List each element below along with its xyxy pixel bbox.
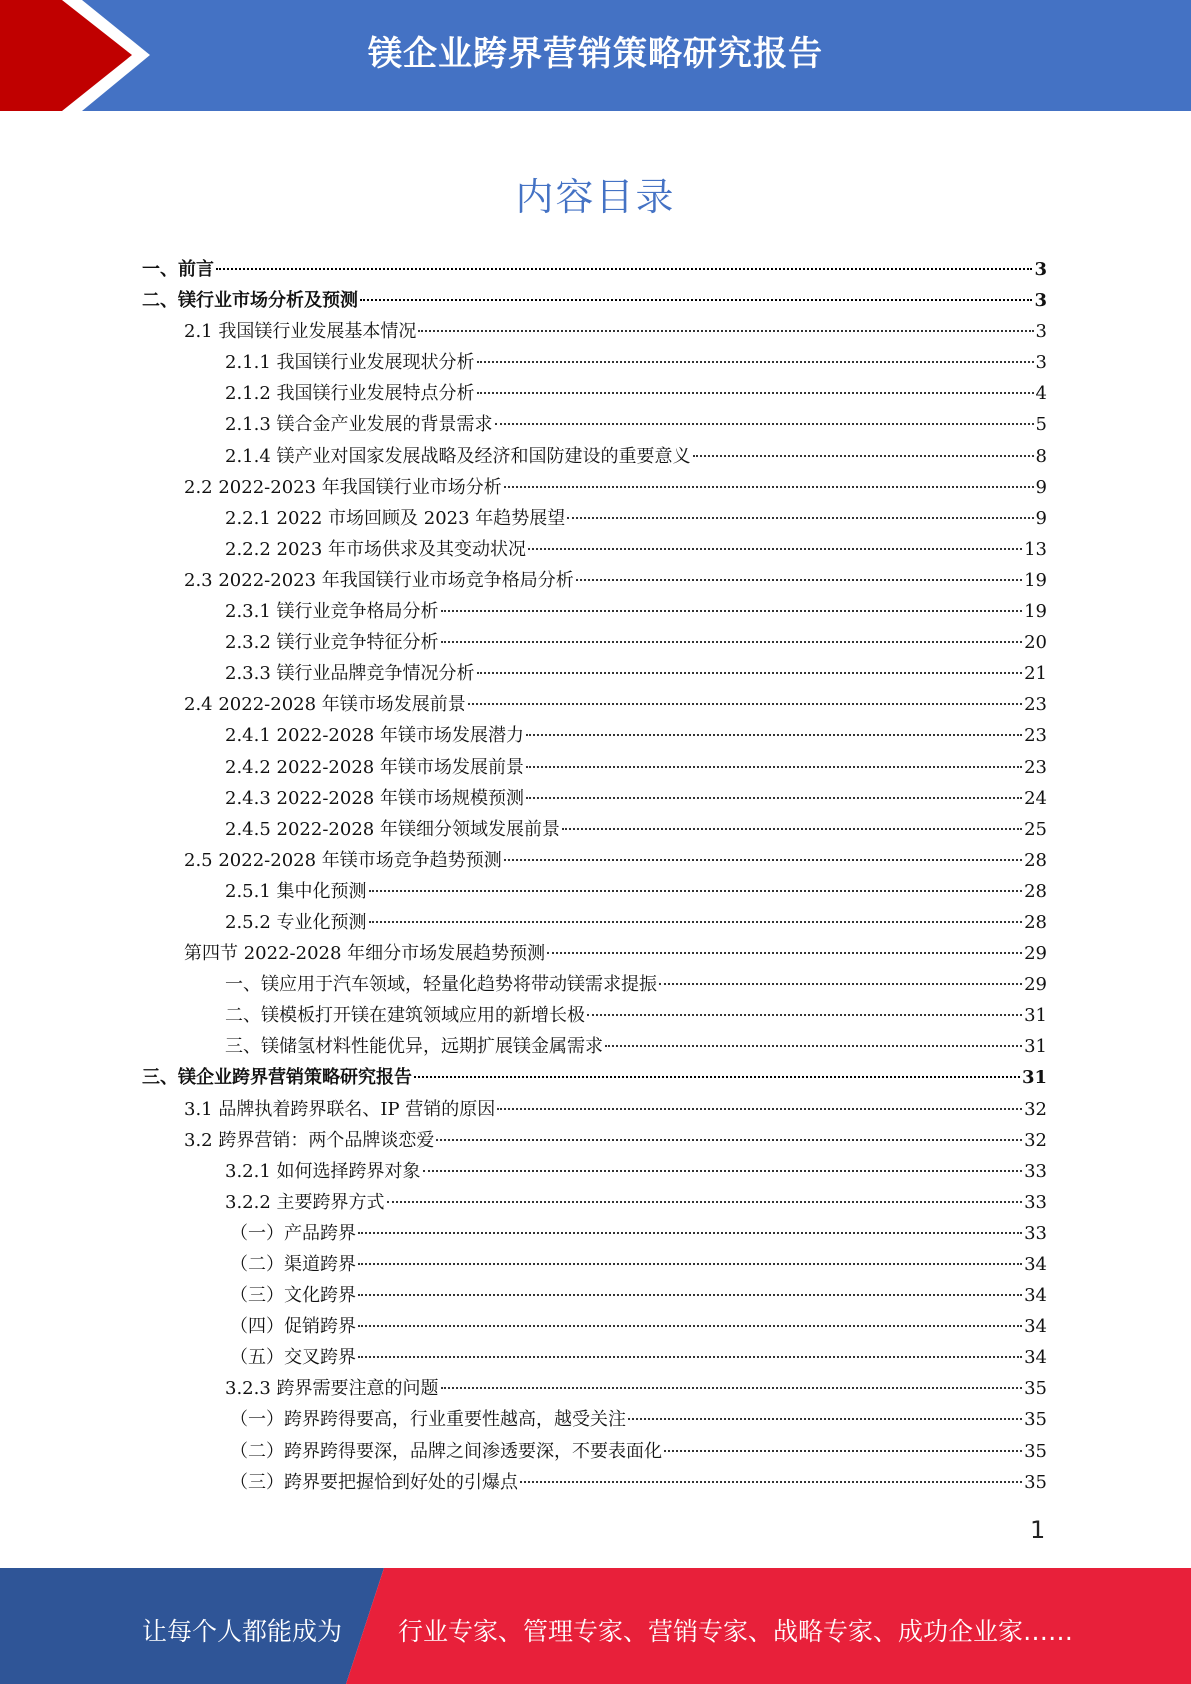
toc-entry[interactable] xyxy=(142,720,1047,751)
toc-entry[interactable] xyxy=(142,876,1047,907)
toc-entry[interactable] xyxy=(142,472,1047,503)
toc-entry[interactable] xyxy=(142,1404,1047,1435)
toc-entry-page: 3 xyxy=(1034,259,1047,280)
toc-entry-label: 3.2.3 跨界需要注意的问题 xyxy=(225,1378,439,1400)
toc-entry-label: 2.4.1 2022-2028 年镁市场发展潜力 xyxy=(225,725,524,747)
toc-dot-leader xyxy=(369,921,1023,923)
toc-entry[interactable] xyxy=(142,1094,1047,1125)
toc-dot-leader xyxy=(369,890,1023,892)
toc-dot-leader xyxy=(441,1387,1023,1389)
toc-dot-leader xyxy=(526,734,1022,736)
toc-entry-label: 2.5 2022-2028 年镁市场竞争趋势预测 xyxy=(184,849,502,871)
toc-entry-label: 2.1.4 镁产业对国家发展战略及经济和国防建设的重要意义 xyxy=(225,445,691,467)
toc-entry-page: 35 xyxy=(1024,1471,1047,1493)
toc-dot-leader xyxy=(587,1014,1022,1016)
toc-entry[interactable] xyxy=(142,1156,1047,1187)
header-band xyxy=(0,0,1191,111)
toc-entry-page: 34 xyxy=(1024,1347,1047,1369)
toc-entry[interactable] xyxy=(142,752,1047,783)
toc-dot-leader xyxy=(387,1201,1023,1203)
toc-entry-label: 2.3.1 镁行业竞争格局分析 xyxy=(225,601,439,623)
toc-dot-leader xyxy=(628,1418,1022,1420)
toc-dot-leader xyxy=(360,299,1032,301)
toc-entry-label: 一、镁应用于汽车领域，轻量化趋势将带动镁需求提振 xyxy=(225,974,657,996)
toc-entry-page: 34 xyxy=(1024,1254,1047,1275)
toc-entry[interactable] xyxy=(142,503,1047,534)
toc-entry-label: 2.4.2 2022-2028 年镁市场发展前景 xyxy=(225,756,524,778)
toc-dot-leader xyxy=(414,1076,1020,1078)
toc-dot-leader xyxy=(576,579,1022,581)
toc-entry-label: 2.3 2022-2023 年我国镁行业市场竞争格局分析 xyxy=(184,569,574,591)
toc-entry[interactable] xyxy=(142,316,1047,347)
toc-entry-label: （三）跨界要把握恰到好处的引爆点 xyxy=(230,1471,518,1493)
toc-entry-page: 23 xyxy=(1024,694,1047,716)
toc-dot-leader xyxy=(528,548,1022,550)
toc-entry-page: 8 xyxy=(1035,445,1047,467)
toc-dot-leader xyxy=(497,1108,1022,1110)
toc-entry-label: 2.1 我国镁行业发展基本情况 xyxy=(184,321,417,343)
toc-entry-label: 2.5.1 集中化预测 xyxy=(225,880,367,902)
toc-entry[interactable] xyxy=(142,285,1047,316)
toc-entry-label: 2.1.1 我国镁行业发展现状分析 xyxy=(225,352,475,374)
toc-entry-page: 32 xyxy=(1024,1098,1047,1120)
footer-band xyxy=(0,1568,1191,1684)
toc-dot-leader xyxy=(477,392,1034,394)
toc-entry-label: 3.2.1 如何选择跨界对象 xyxy=(225,1160,421,1182)
toc-dot-leader xyxy=(436,1139,1022,1141)
toc-entry[interactable] xyxy=(142,938,1047,969)
toc-dot-leader xyxy=(216,268,1032,270)
toc-entry-page: 3 xyxy=(1034,290,1047,312)
toc-entry-label: 2.2.2 2023 年市场供求及其变动状况 xyxy=(225,538,527,560)
toc-entry-page: 31 xyxy=(1024,1005,1047,1027)
toc-entry[interactable] xyxy=(142,378,1047,409)
toc-entry[interactable] xyxy=(142,254,1047,285)
toc-dot-leader xyxy=(495,423,1034,425)
toc-entry-label: 2.1.3 镁合金产业发展的背景需求 xyxy=(225,414,493,436)
toc-entry-label: 2.3.3 镁行业品牌竞争情况分析 xyxy=(225,663,475,685)
toc-entry[interactable] xyxy=(142,658,1047,689)
page-number: 1 xyxy=(1030,1516,1046,1544)
toc-dot-leader xyxy=(468,703,1022,705)
toc-entry[interactable] xyxy=(142,565,1047,596)
toc-entry[interactable] xyxy=(142,1031,1047,1062)
toc-dot-leader xyxy=(358,1325,1022,1327)
toc-entry-page: 3 xyxy=(1035,321,1047,343)
toc-entry-page: 33 xyxy=(1024,1191,1047,1213)
toc-dot-leader xyxy=(504,859,1022,861)
toc-entry-label: 二、镁模板打开镁在建筑领域应用的新增长极 xyxy=(225,1005,585,1027)
toc-dot-leader xyxy=(664,1450,1022,1452)
toc-entry[interactable] xyxy=(142,814,1047,845)
toc-entry-label: 2.1.2 我国镁行业发展特点分析 xyxy=(225,383,475,405)
toc-entry-page: 29 xyxy=(1024,943,1047,965)
toc-entry-label: 3.2 跨界营销：两个品牌谈恋爱 xyxy=(184,1129,435,1151)
toc-entry[interactable] xyxy=(142,689,1047,720)
toc-entry-page: 31 xyxy=(1021,1067,1047,1089)
toc-entry-label: 一、前言 xyxy=(142,259,214,280)
toc-entry-page: 4 xyxy=(1035,383,1047,405)
toc-entry[interactable] xyxy=(142,347,1047,378)
toc-entry-label: （一）产品跨界 xyxy=(230,1222,356,1244)
toc-dot-leader xyxy=(477,672,1023,674)
toc-entry-label: （一）跨界跨得要高，行业重要性越高，越受关注 xyxy=(230,1409,626,1431)
toc-dot-leader xyxy=(358,1232,1022,1234)
toc-title: 内容目录 xyxy=(515,175,676,219)
toc-entry[interactable] xyxy=(142,1000,1047,1031)
toc-entry-page: 32 xyxy=(1024,1129,1047,1151)
toc-entry[interactable] xyxy=(142,534,1047,565)
toc-dot-leader xyxy=(358,1263,1022,1265)
toc-dot-leader xyxy=(418,330,1033,332)
toc-dot-leader xyxy=(659,983,1022,985)
toc-dot-leader xyxy=(567,517,1033,519)
toc-entry-label: 二、镁行业市场分析及预测 xyxy=(142,290,358,312)
toc-entry-label: （二）渠道跨界 xyxy=(230,1254,356,1275)
toc-entry-label: （三）文化跨界 xyxy=(230,1285,356,1307)
toc-entry-page: 31 xyxy=(1024,1036,1047,1058)
toc-dot-leader xyxy=(358,1294,1022,1296)
toc-entry-page: 28 xyxy=(1024,849,1047,871)
toc-dot-leader xyxy=(693,455,1034,457)
toc-entry[interactable] xyxy=(142,1187,1047,1218)
toc-entry[interactable] xyxy=(142,1436,1047,1467)
toc-entry-page: 20 xyxy=(1024,632,1047,654)
toc-entry-label: 三、镁企业跨界营销策略研究报告 xyxy=(142,1067,412,1089)
toc-entry-page: 24 xyxy=(1024,787,1047,809)
toc-entry-page: 34 xyxy=(1024,1316,1047,1338)
table-of-contents xyxy=(142,254,1047,1498)
toc-entry[interactable] xyxy=(142,1373,1047,1404)
toc-entry-page: 9 xyxy=(1035,507,1047,529)
toc-entry-label: 2.2 2022-2023 年我国镁行业市场分析 xyxy=(184,476,502,498)
toc-entry[interactable] xyxy=(142,969,1047,1000)
document-title: 镁企业跨界营销策略研究报告 xyxy=(368,34,823,74)
toc-entry[interactable] xyxy=(142,1125,1047,1156)
toc-entry[interactable] xyxy=(142,1249,1047,1280)
toc-entry-page: 28 xyxy=(1024,911,1047,933)
toc-entry-label: 2.4.3 2022-2028 年镁市场规模预测 xyxy=(225,787,524,809)
toc-entry-label: 2.5.2 专业化预测 xyxy=(225,911,367,933)
toc-entry[interactable] xyxy=(142,1342,1047,1373)
toc-entry-page: 3 xyxy=(1035,352,1047,374)
toc-entry-page: 13 xyxy=(1024,538,1047,560)
toc-entry-label: （四）促销跨界 xyxy=(230,1316,356,1338)
toc-dot-leader xyxy=(423,1170,1023,1172)
toc-entry-page: 34 xyxy=(1024,1285,1047,1307)
toc-dot-leader xyxy=(526,766,1022,768)
toc-dot-leader xyxy=(441,610,1023,612)
toc-entry[interactable] xyxy=(142,1311,1047,1342)
toc-entry-page: 33 xyxy=(1024,1160,1047,1182)
toc-entry-label: （二）跨界跨得要深，品牌之间渗透要深，不要表面化 xyxy=(230,1440,662,1462)
toc-dot-leader xyxy=(441,641,1023,643)
toc-entry-label: 2.4.5 2022-2028 年镁细分领域发展前景 xyxy=(225,818,560,840)
toc-entry-page: 35 xyxy=(1024,1378,1047,1400)
toc-entry-label: 2.3.2 镁行业竞争特征分析 xyxy=(225,632,439,654)
toc-dot-leader xyxy=(477,361,1034,363)
footer-slogan-left: 让每个人都能成为 xyxy=(142,1617,343,1646)
toc-entry[interactable] xyxy=(142,596,1047,627)
toc-entry[interactable] xyxy=(142,907,1047,938)
toc-dot-leader xyxy=(605,1045,1022,1047)
toc-entry-page: 29 xyxy=(1024,974,1047,996)
toc-entry-page: 19 xyxy=(1024,601,1047,623)
toc-dot-leader xyxy=(547,952,1022,954)
toc-entry[interactable] xyxy=(142,409,1047,440)
toc-entry[interactable] xyxy=(142,627,1047,658)
toc-entry[interactable] xyxy=(142,1062,1047,1093)
footer-slogan-right: 行业专家、管理专家、营销专家、战略专家、成功企业家…… xyxy=(398,1617,1074,1646)
toc-entry-label: 第四节 2022-2028 年细分市场发展趋势预测 xyxy=(184,943,546,965)
toc-dot-leader xyxy=(504,486,1034,488)
toc-entry-label: 2.4 2022-2028 年镁市场发展前景 xyxy=(184,694,466,716)
toc-entry[interactable] xyxy=(142,441,1047,472)
toc-entry-label: 三、镁储氢材料性能优异，远期扩展镁金属需求 xyxy=(225,1036,603,1058)
toc-entry-page: 33 xyxy=(1024,1222,1047,1244)
toc-entry-page: 28 xyxy=(1024,880,1047,902)
toc-entry[interactable] xyxy=(142,783,1047,814)
toc-dot-leader xyxy=(520,1481,1022,1483)
toc-entry-page: 9 xyxy=(1035,476,1047,498)
toc-entry-page: 25 xyxy=(1024,818,1047,840)
toc-entry[interactable] xyxy=(142,845,1047,876)
toc-dot-leader xyxy=(358,1356,1022,1358)
toc-entry-page: 35 xyxy=(1024,1409,1047,1431)
toc-entry-page: 21 xyxy=(1024,663,1047,685)
toc-entry-label: （五）交叉跨界 xyxy=(230,1347,356,1369)
toc-entry-label: 2.2.1 2022 市场回顾及 2023 年趋势展望 xyxy=(225,507,566,529)
toc-dot-leader xyxy=(526,797,1022,799)
toc-dot-leader xyxy=(562,828,1022,830)
toc-entry-page: 23 xyxy=(1024,725,1047,747)
toc-entry-page: 23 xyxy=(1024,756,1047,778)
toc-entry-label: 3.2.2 主要跨界方式 xyxy=(225,1191,385,1213)
toc-entry-page: 19 xyxy=(1024,569,1047,591)
toc-entry-page: 35 xyxy=(1024,1440,1047,1462)
toc-entry-label: 3.1 品牌执着跨界联名、IP 营销的原因 xyxy=(184,1098,496,1120)
toc-entry-page: 5 xyxy=(1035,414,1047,436)
toc-entry[interactable] xyxy=(142,1467,1047,1498)
toc-entry[interactable] xyxy=(142,1280,1047,1311)
toc-entry[interactable] xyxy=(142,1218,1047,1249)
